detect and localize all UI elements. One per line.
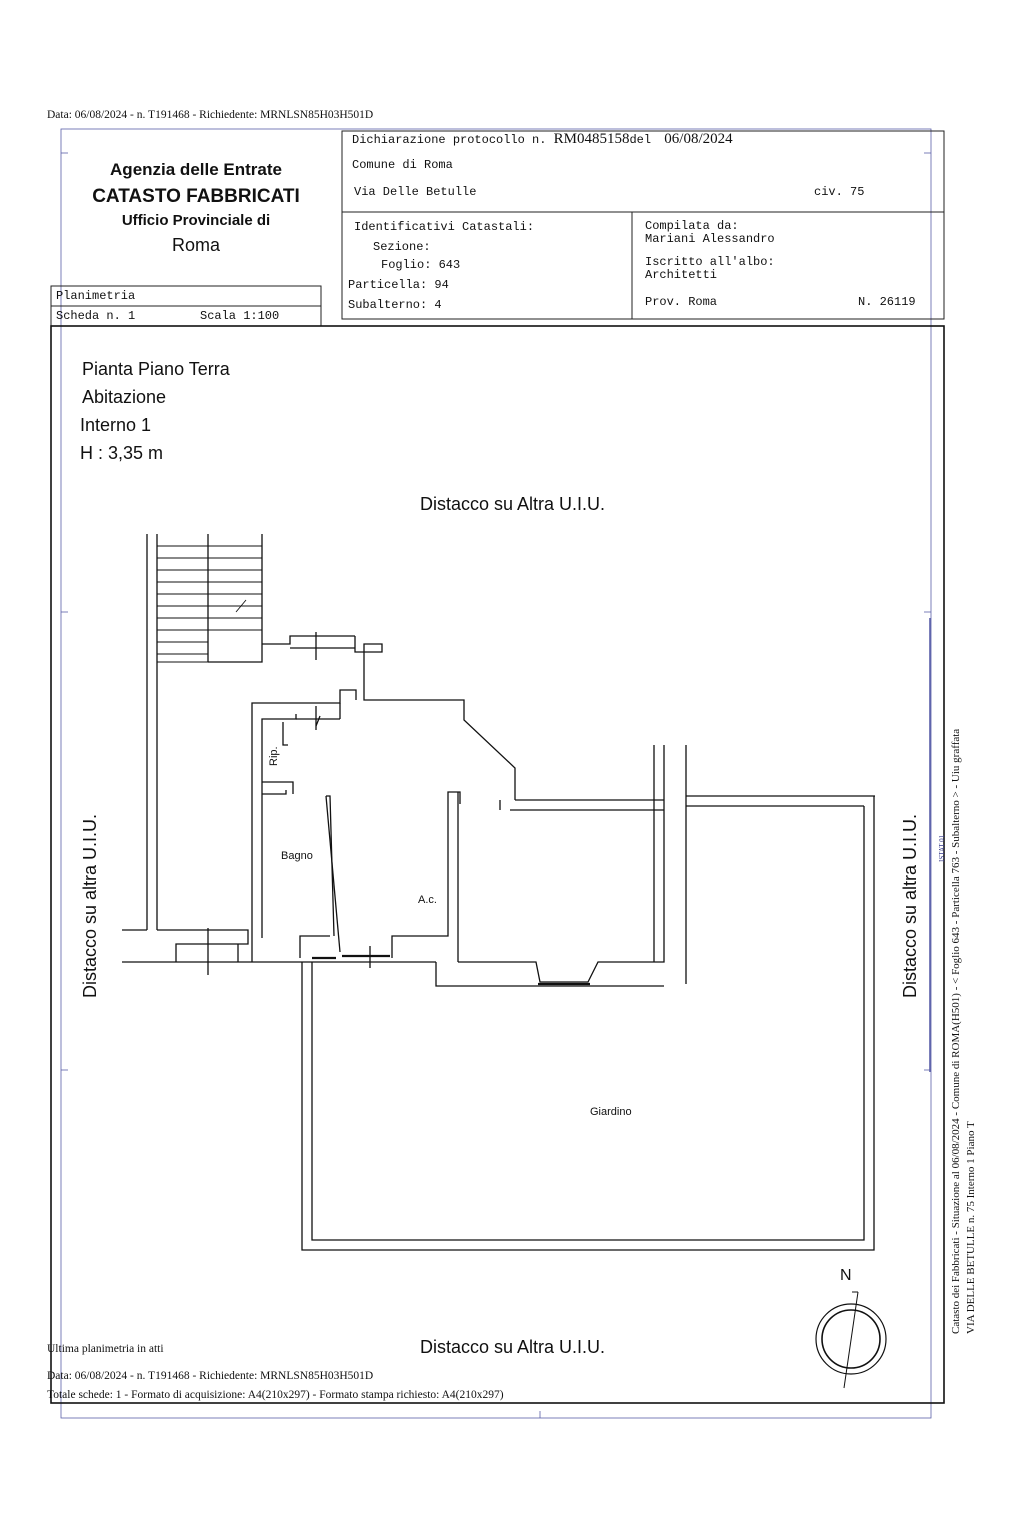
room-giardino: Giardino (590, 1106, 632, 1118)
foglio-label: Foglio: 643 (381, 258, 461, 272)
iscritto-label: Iscritto all'albo: (645, 255, 775, 269)
footer-totale-line: Totale schede: 1 - Formato di acquisizione: A4(210x297) - Formato stampa richiesto: A4(210x297) (47, 1389, 504, 1401)
plan-title-3: Interno 1 (80, 415, 152, 435)
albo-label: Architetti (645, 268, 718, 282)
side-note-2: VIA DELLE BETULLE n. 75 Interno 1 Piano T (965, 1121, 977, 1334)
plan-title-2: Abitazione (82, 387, 167, 407)
compilata-label: Compilata da: (645, 219, 739, 233)
scala-label: Scala 1:100 (200, 309, 280, 323)
prov-label: Prov. Roma (645, 295, 718, 309)
city-label: Roma (171, 235, 220, 255)
dichiarazione-line (352, 131, 733, 148)
ufficio-label: Ufficio Provinciale di (121, 212, 271, 229)
sezione-label: Sezione: (373, 240, 431, 254)
protocol-number: RM0485158 (553, 131, 630, 147)
floor-plan (122, 534, 875, 1250)
distacco-top: Distacco su Altra U.I.U. (420, 494, 606, 514)
blue-frame (61, 129, 931, 1418)
top-meta-line: Data: 06/08/2024 - n. T191468 - Richiedente: MRNLSN85H03H501D (47, 109, 374, 121)
plan-title-1: Pianta Piano Terra (82, 359, 230, 379)
protocol-date: 06/08/2024 (664, 131, 733, 147)
scheda-label: Scheda n. 1 (56, 309, 136, 323)
distacco-right: Distacco su altra U.I.U. (900, 813, 920, 998)
numero-label: N. 26119 (858, 295, 916, 309)
plan-frame (51, 326, 944, 1403)
side-note-1: Catasto dei Fabbricati - Situazione al 06/08/2024 - Comune di ROMA(H501) - < Foglio 643 - Particella 763 - Subalterno > - Uiu graffata (950, 728, 962, 1334)
agency-name: Agenzia delle Entrate (110, 160, 282, 179)
small-mark: ISTAT 01 (938, 834, 946, 862)
identificativi-label: Identificativi Catastali: (354, 220, 535, 234)
distacco-left: Distacco su altra U.I.U. (80, 813, 100, 998)
north-arrow-icon (816, 1292, 886, 1388)
distacco-bottom: Distacco su Altra U.I.U. (420, 1337, 606, 1357)
plan-title-4: H : 3,35 m (80, 443, 164, 463)
room-rip: Rip. (268, 746, 280, 766)
ultima-planimetria: Ultima planimetria in atti (47, 1343, 164, 1355)
room-bagno: Bagno (281, 850, 313, 862)
north-label: N (840, 1267, 852, 1284)
room-ac: A.c. (418, 894, 437, 906)
particella-label: Particella: 94 (348, 278, 449, 292)
footer-data-line: Data: 06/08/2024 - n. T191468 - Richiedente: MRNLSN85H03H501D (47, 1370, 374, 1382)
via-label: Via Delle Betulle (354, 185, 477, 199)
dichiarazione-label: Dichiarazione protocollo n. (352, 133, 547, 147)
subalterno-label: Subalterno: 4 (348, 298, 442, 312)
civ-label: civ. 75 (814, 185, 865, 199)
del-label: del (629, 133, 652, 147)
catasto-title: CATASTO FABBRICATI (92, 186, 300, 207)
comune-label: Comune di Roma (352, 158, 453, 172)
planimetria-label: Planimetria (56, 289, 136, 303)
compilata-name: Mariani Alessandro (645, 232, 775, 246)
